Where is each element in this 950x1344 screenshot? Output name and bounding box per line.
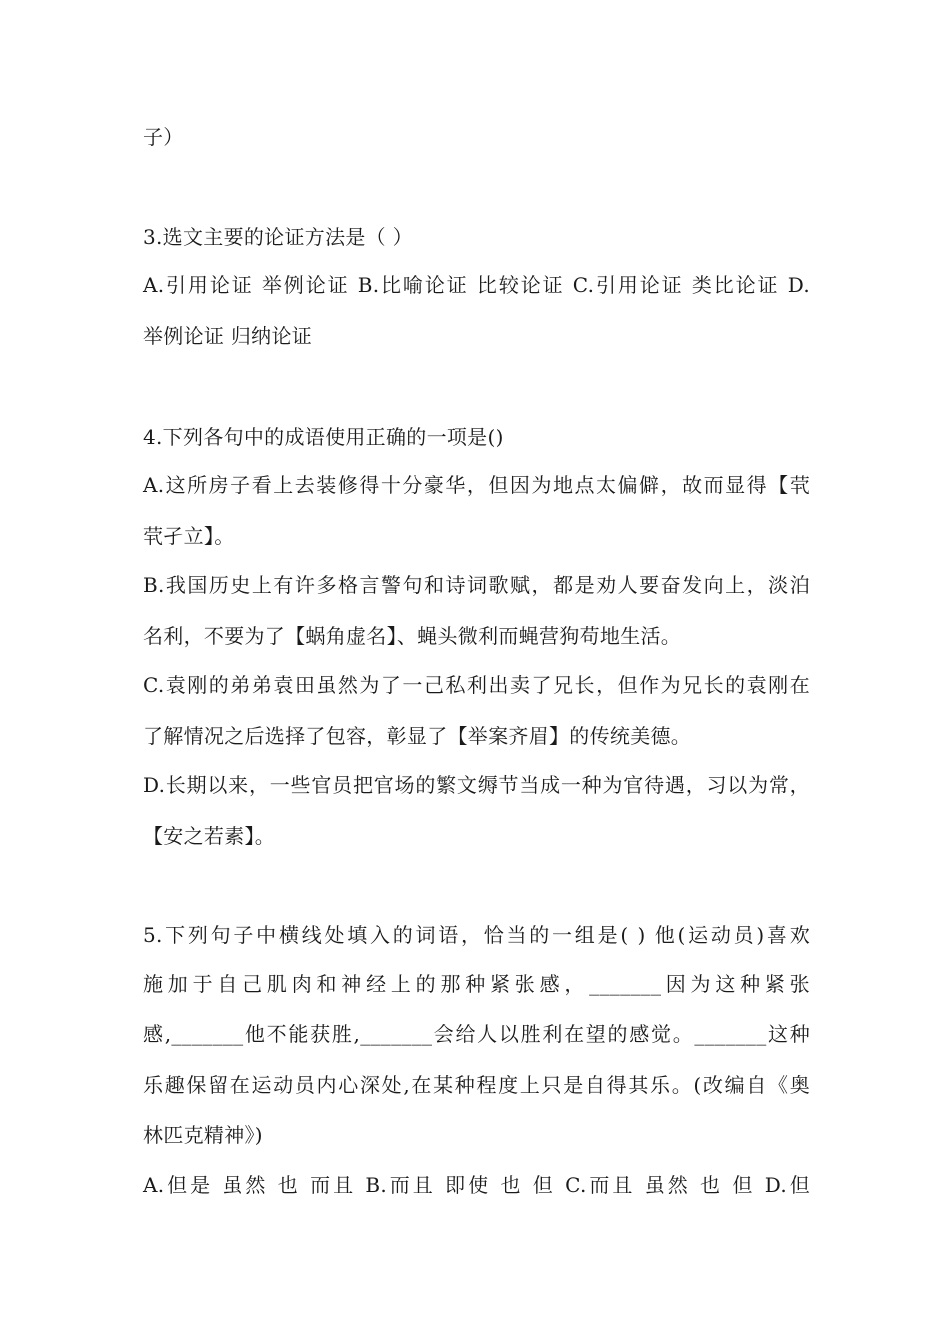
question-4-option-d-line-2: 【安之若素】。 (143, 824, 276, 848)
question-4-option-a-line-1: A.这所房子看上去装修得十分豪华，但因为地点太偏僻，故而显得【茕 (143, 473, 810, 497)
question-4-option-b-line-1: B.我国历史上有许多格言警句和诗词歌赋，都是劝人要奋发向上，淡泊 (143, 573, 810, 597)
question-5-stem-line-4: 乐趣保留在运动员内心深处,在某种程度上只是自得其乐。(改编自《奥 (143, 1073, 810, 1097)
question-4-option-c-line-2: 了解情况之后选择了包容，彰显了【举案齐眉】的传统美德。 (143, 724, 692, 748)
question-5-stem-line-3: 感,_______他不能获胜,_______会给人以胜利在望的感觉。_______这种 (143, 1022, 810, 1046)
question-5-stem-line-1: 5.下列句子中横线处填入的词语，恰当的一组是( ) 他(运动员)喜欢 (143, 923, 810, 947)
question-4-stem: 4.下列各句中的成语使用正确的一项是() (143, 425, 504, 449)
question-4-option-d-line-1: D.长期以来，一些官员把官场的繁文缛节当成一种为官待遇，习以为常， (143, 773, 810, 797)
question-3-options-line-1: A.引用论证 举例论证 B.比喻论证 比较论证 C.引用论证 类比论证 D. (143, 273, 810, 297)
question-4-option-a-line-2: 茕孑立】。 (143, 524, 235, 548)
question-5-stem-line-2: 施加于自己肌肉和神经上的那种紧张感，_______因为这种紧张 (143, 972, 810, 996)
question-4-option-b-line-2: 名利，不要为了【蜗角虚名】、蝇头微利而蝇营狗苟地生活。 (143, 624, 682, 648)
question-4-option-c-line-1: C.袁刚的弟弟袁田虽然为了一己私利出卖了兄长，但作为兄长的袁刚在 (143, 673, 810, 697)
question-5-stem-line-5: 林匹克精神》) (143, 1123, 263, 1147)
question-3-options-line-2: 举例论证 归纳论证 (143, 324, 313, 348)
question-5-options-line-1: A.但是 虽然 也 而且 B.而且 即使 也 但 C.而且 虽然 也 但 D.但 (143, 1173, 810, 1197)
text-line-continuation: 子） (143, 125, 184, 149)
question-3-stem: 3.选文主要的论证方法是（ ） (143, 225, 413, 249)
